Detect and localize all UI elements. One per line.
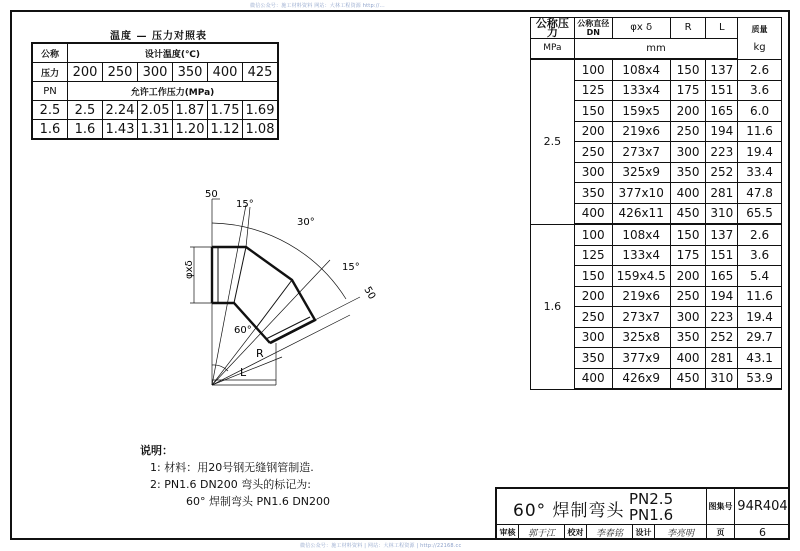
pn-a: PN2.5 [629, 490, 674, 508]
od-cell: 325x9 [612, 162, 670, 183]
notes-heading: 说明： [140, 444, 173, 457]
dn-cell: 400 [574, 203, 612, 224]
m-cell: 19.4 [738, 307, 782, 328]
r-cell: 350 [670, 327, 706, 348]
pressure-cell: 2.5 [68, 101, 103, 120]
r-cell: 150 [670, 224, 706, 245]
m-cell: 3.6 [738, 245, 782, 266]
h-r: R [670, 18, 706, 39]
l-cell: 194 [706, 286, 738, 307]
pressure-cell: 1.20 [173, 120, 208, 140]
design-temp-header: 设计温度(℃) [68, 43, 279, 63]
h-od: φx δ [612, 18, 670, 39]
h-mass: 质量 kg [738, 18, 782, 60]
pn-cell: 2.5 [531, 59, 575, 224]
dim-50-top: 50 [205, 189, 218, 200]
m-cell: 47.8 [738, 183, 782, 204]
note-1: 1: 材料：用20号钢无缝钢管制造. [150, 461, 314, 474]
od-cell: 273x7 [612, 142, 670, 163]
dn-cell: 300 [574, 327, 612, 348]
m-cell: 19.4 [738, 142, 782, 163]
od-cell: 133x4 [612, 245, 670, 266]
m-cell: 3.6 [738, 80, 782, 101]
od-cell: 273x7 [612, 307, 670, 328]
h-pressure: 公称压力 [531, 18, 575, 39]
drawing-name: 60° 焊制弯头 [513, 501, 625, 521]
angle-30: 30° [297, 217, 315, 228]
r-cell: 450 [670, 203, 706, 224]
m-cell: 29.7 [738, 327, 782, 348]
pt-table-title: 温度 — 压力对照表 [110, 31, 207, 42]
od-cell: 426x9 [612, 368, 670, 389]
dim-50-right-line [315, 297, 360, 320]
r-cell: 200 [670, 101, 706, 122]
h-dn: 公称直径 DN [574, 18, 612, 39]
l-cell: 252 [706, 162, 738, 183]
od-cell: 219x6 [612, 121, 670, 142]
m-cell: 5.4 [738, 266, 782, 287]
od-cell: 377x10 [612, 183, 670, 204]
l-cell: 165 [706, 101, 738, 122]
dn-cell: 250 [574, 142, 612, 163]
od-cell: 133x4 [612, 80, 670, 101]
dia-label: φxδ [184, 260, 195, 279]
allowed-pressure-header: 允许工作压力(MPa) [68, 82, 279, 101]
radial-15 [212, 205, 246, 385]
temp-cell: 250 [103, 63, 138, 82]
code-label: 图集号 [707, 489, 735, 524]
m-cell: 2.6 [738, 224, 782, 245]
od-cell: 219x6 [612, 286, 670, 307]
drawing-name-cell [497, 489, 707, 524]
nominal-pressure-label: 公称 [32, 43, 68, 63]
temp-cell: 300 [138, 63, 173, 82]
od-cell: 159x4.5 [612, 266, 670, 287]
od-cell: 108x4 [612, 59, 670, 80]
r-cell: 250 [670, 286, 706, 307]
pn-cell: 2.5 [32, 101, 68, 120]
l-cell: 223 [706, 307, 738, 328]
design-signature: 李亮明 [655, 525, 707, 540]
od-cell: 377x9 [612, 348, 670, 369]
pn-cell: 1.6 [531, 224, 575, 389]
od-cell: 159x5 [612, 101, 670, 122]
r-cell: 400 [670, 348, 706, 369]
dn-cell: 300 [574, 162, 612, 183]
dimension-table [530, 17, 782, 390]
watermark-top: 微信公众号：施工材料资料 网站：大林工程资源 http://... [250, 3, 385, 9]
watermark-bottom: 微信公众号：施工材料资料 | 网站：大林工程资源 | http://22168.cc [300, 543, 462, 549]
dn-cell: 150 [574, 266, 612, 287]
note-2: 2: PN1.6 DN200 弯头的标记为: [150, 478, 311, 491]
m-cell: 6.0 [738, 101, 782, 122]
m-cell: 53.9 [738, 368, 782, 389]
pn-b: PN1.6 [629, 506, 674, 524]
l-cell: 137 [706, 59, 738, 80]
inner-wall [212, 303, 270, 343]
r-cell: 150 [670, 59, 706, 80]
check-signature: 李春铭 [587, 525, 633, 540]
r-cell: 250 [670, 121, 706, 142]
dn-cell: 350 [574, 348, 612, 369]
pressure-cell: 1.75 [208, 101, 243, 120]
r-cell: 200 [670, 266, 706, 287]
dn-cell: 100 [574, 224, 612, 245]
dn-cell: 125 [574, 245, 612, 266]
l-cell: 137 [706, 224, 738, 245]
note-3: 60° 焊制弯头 PN1.6 DN200 [186, 495, 331, 508]
dn-cell: 350 [574, 183, 612, 204]
r-cell: 450 [670, 368, 706, 389]
dn-cell: 200 [574, 121, 612, 142]
table-row [531, 224, 782, 245]
table-row [531, 59, 782, 80]
page-label: 页 [707, 525, 735, 540]
m-cell: 11.6 [738, 121, 782, 142]
dn-cell: 200 [574, 286, 612, 307]
m-cell: 43.1 [738, 348, 782, 369]
m-cell: 11.6 [738, 286, 782, 307]
outlet-face [270, 320, 315, 343]
nominal-pressure-label-2: 压力 [32, 63, 68, 82]
temp-cell: 425 [243, 63, 279, 82]
pn-cell: 1.6 [32, 120, 68, 140]
temp-cell: 350 [173, 63, 208, 82]
l-cell: 151 [706, 245, 738, 266]
temp-cell: 200 [68, 63, 103, 82]
l-cell: 281 [706, 348, 738, 369]
r-cell: 175 [670, 245, 706, 266]
r-cell: 400 [670, 183, 706, 204]
h-pressure-unit: MPa [531, 38, 575, 59]
pressure-cell: 1.08 [243, 120, 279, 140]
pressure-cell: 2.05 [138, 101, 173, 120]
dim-50-right: 50 [361, 285, 378, 302]
angle-arc [212, 223, 346, 299]
l-cell: 165 [706, 266, 738, 287]
pressure-cell: 1.6 [68, 120, 103, 140]
pressure-temperature-table [31, 42, 279, 140]
r-cell: 350 [670, 162, 706, 183]
pressure-cell: 1.43 [103, 120, 138, 140]
elbow-drawing [160, 185, 410, 400]
pressure-cell: 1.12 [208, 120, 243, 140]
title-block [495, 487, 788, 538]
l-label: L [240, 366, 247, 379]
angle-15-top: 15° [236, 199, 254, 210]
r-label: R [256, 347, 264, 360]
l-cell: 281 [706, 183, 738, 204]
l-cell: 223 [706, 142, 738, 163]
pressure-cell: 1.69 [243, 101, 279, 120]
l-cell: 194 [706, 121, 738, 142]
angle-60-label: 60° [234, 325, 252, 336]
radial-60 [212, 315, 350, 385]
dn-cell: 400 [574, 368, 612, 389]
l-cell: 310 [706, 203, 738, 224]
m-cell: 33.4 [738, 162, 782, 183]
review-signature: 郭于江 [519, 525, 565, 540]
od-cell: 325x8 [612, 327, 670, 348]
check-label: 校对 [565, 525, 587, 540]
l-cell: 252 [706, 327, 738, 348]
angle-15-right: 15° [342, 262, 360, 273]
dn-cell: 150 [574, 101, 612, 122]
h-unit-mm: mm [574, 38, 737, 59]
l-cell: 151 [706, 80, 738, 101]
review-label: 审核 [497, 525, 519, 540]
pressure-cell: 2.24 [103, 101, 138, 120]
m-cell: 2.6 [738, 59, 782, 80]
signature-row [497, 524, 790, 540]
page-number: 6 [759, 526, 766, 539]
dn-cell: 125 [574, 80, 612, 101]
design-label: 设计 [633, 525, 655, 540]
notes [140, 442, 330, 510]
dn-cell: 100 [574, 59, 612, 80]
od-cell: 108x4 [612, 224, 670, 245]
m-cell: 65.5 [738, 203, 782, 224]
joint-1 [234, 247, 246, 303]
pressure-cell: 1.87 [173, 101, 208, 120]
l-cell: 310 [706, 368, 738, 389]
pressure-cell: 1.31 [138, 120, 173, 140]
drawing-code: 94R404 [737, 499, 788, 514]
pn-label: PN [32, 82, 68, 101]
temp-cell: 400 [208, 63, 243, 82]
r-cell: 175 [670, 80, 706, 101]
r-cell: 300 [670, 142, 706, 163]
h-l: L [706, 18, 738, 39]
r-cell: 300 [670, 307, 706, 328]
od-cell: 426x11 [612, 203, 670, 224]
dn-cell: 250 [574, 307, 612, 328]
